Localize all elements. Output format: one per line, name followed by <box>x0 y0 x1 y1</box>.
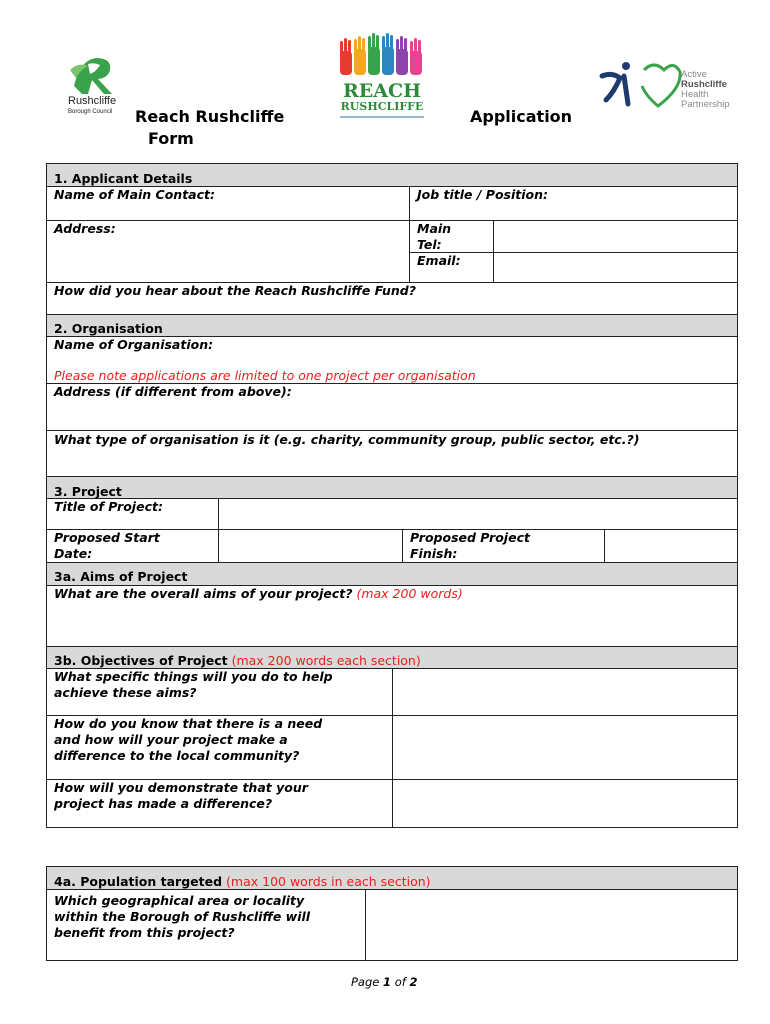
main-tel-label-2: Tel: <box>417 237 442 252</box>
finish-date-label-1: Proposed Project <box>410 530 530 545</box>
email-label: Email: <box>417 253 461 268</box>
section3b-heading: 3b. Objectives of Project <box>54 653 228 668</box>
objectives-q2-line3: difference to the local community? <box>54 748 300 763</box>
org-address-label: Address (if different from above): <box>54 384 292 399</box>
arhp-line3: Health <box>681 89 709 100</box>
section4a-heading: 4a. Population targeted <box>54 874 223 889</box>
arhp-line2: Rushcliffe <box>681 79 727 90</box>
form-title-right: Application <box>470 107 573 126</box>
heart-figure-icon <box>598 58 682 110</box>
of-word: of <box>394 975 406 989</box>
rushcliffe-borough-logo-text <box>68 96 116 118</box>
section3-heading: 3. Project <box>54 484 122 499</box>
section3a-heading: 3a. Aims of Project <box>54 569 188 584</box>
main-tel-label-1: Main <box>417 221 452 236</box>
objectives-q1-line1: What specific things will you do to help <box>54 669 333 684</box>
section4a-heading-row <box>54 874 431 890</box>
form-title-line1: Reach Rushcliffe <box>135 107 285 126</box>
aims-question-row <box>54 586 463 602</box>
reach-rushcliffe-logo <box>336 33 428 119</box>
arhp-logo <box>598 58 682 110</box>
rushcliffe-word: RUSHCLIFFE <box>340 100 424 113</box>
reach-word: REACH <box>342 80 422 102</box>
objectives-q2-line2: and how will your project make a <box>54 732 288 747</box>
page-total: 2 <box>409 975 418 989</box>
population-q1-line3: benefit from this project? <box>54 925 235 940</box>
population-word-limit: (max 100 words in each section) <box>226 874 431 889</box>
arhp-line1: Active <box>681 69 707 80</box>
one-project-note: Please note applications are limited to one project per organisation <box>54 368 476 383</box>
rbc-sub: Borough Council <box>68 109 113 115</box>
aims-question: What are the overall aims of your project? <box>54 586 353 601</box>
page-number <box>351 975 417 989</box>
aims-word-limit: (max 200 words) <box>356 586 463 601</box>
start-date-label-1: Proposed Start <box>54 530 160 545</box>
raised-hands-icon <box>336 33 428 77</box>
objectives-q2-line1: How do you know that there is a need <box>54 716 323 731</box>
finish-date-label-2: Finish: <box>410 546 458 561</box>
main-contact-label: Name of Main Contact: <box>54 187 215 202</box>
objectives-word-limit: (max 200 words each section) <box>231 653 421 668</box>
page-word: Page <box>351 975 380 989</box>
organisation-name-label: Name of Organisation: <box>54 337 214 352</box>
arhp-line4: Partnership <box>681 99 730 110</box>
form-title-line2: Form <box>148 129 194 148</box>
org-type-label: What type of organisation is it (e.g. charity, community group, public sector, etc.?) <box>54 432 640 447</box>
objectives-q1-line2: achieve these aims? <box>54 685 197 700</box>
project-title-label: Title of Project: <box>54 499 163 514</box>
start-date-label-2: Date: <box>54 546 93 561</box>
address-label: Address: <box>54 221 116 236</box>
section2-heading: 2. Organisation <box>54 321 163 336</box>
objectives-q3-line2: project has made a difference? <box>54 796 273 811</box>
hear-about-fund-label: How did you hear about the Reach Rushcliffe Fund? <box>54 283 417 298</box>
objectives-q3-line1: How will you demonstrate that your <box>54 780 308 795</box>
section1-heading: 1. Applicant Details <box>54 171 193 186</box>
logo-tagline-line <box>340 116 424 118</box>
section3-header-bg <box>47 477 737 498</box>
population-q1-line2: within the Borough of Rushcliffe will <box>54 909 311 924</box>
population-q1-line1: Which geographical area or locality <box>54 893 305 908</box>
rbc-name: Rushcliffe <box>68 95 117 107</box>
rushcliffe-r-icon <box>66 52 126 96</box>
job-title-label: Job title / Position: <box>417 187 549 202</box>
page-current: 1 <box>383 975 392 989</box>
section3b-heading-row <box>54 653 421 669</box>
arhp-logo-text <box>681 70 730 110</box>
